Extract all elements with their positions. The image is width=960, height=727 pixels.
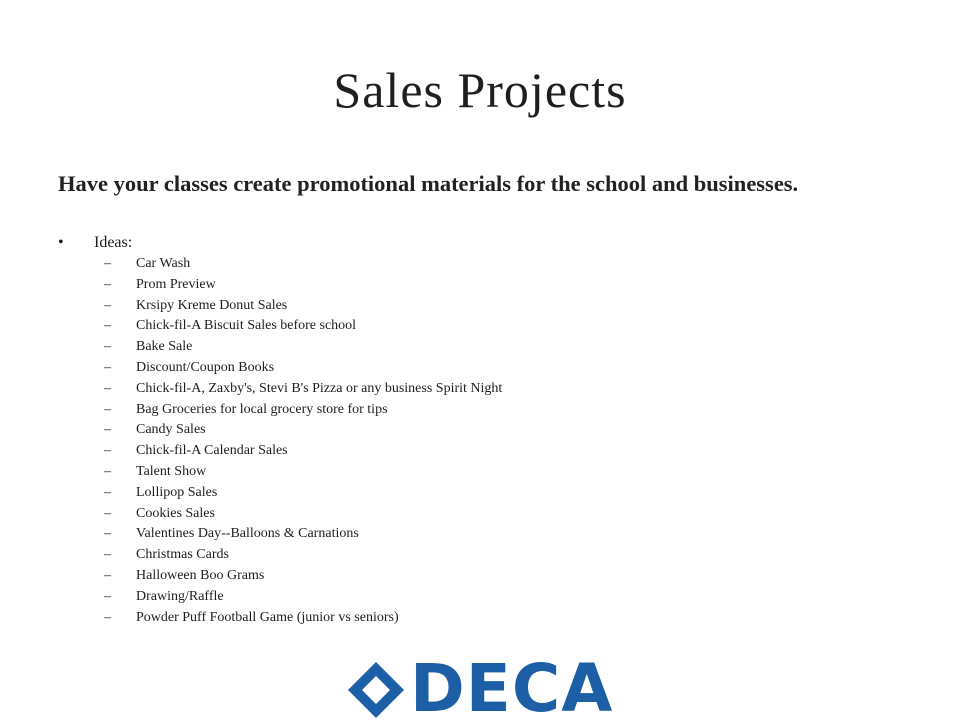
idea-text: Car Wash xyxy=(136,256,191,271)
dash-marker: – xyxy=(104,339,111,355)
idea-text: Prom Preview xyxy=(136,276,216,292)
idea-text: Chick-fil-A, Zaxby's, Stevi B's Pizza or any business Spirit Night xyxy=(136,380,503,396)
idea-text: Valentines Day--Balloons & Carnations xyxy=(136,526,359,542)
bullet-marker: • xyxy=(58,234,64,251)
dash-marker: – xyxy=(104,297,111,313)
dash-marker: – xyxy=(104,422,111,438)
dash-marker: – xyxy=(104,256,111,271)
lead-text: Have your classes create promotional materials for the school and businesses. xyxy=(58,171,799,196)
idea-text: Krsipy Kreme Donut Sales xyxy=(136,297,288,313)
slide-title: Sales Projects xyxy=(333,62,627,118)
idea-text: Candy Sales xyxy=(136,422,206,438)
dash-marker: – xyxy=(104,505,111,521)
idea-text: Lollipop Sales xyxy=(136,484,218,500)
dash-marker: – xyxy=(104,401,111,417)
deca-logo-text: DECA xyxy=(410,650,614,727)
dash-marker: – xyxy=(104,380,111,396)
idea-text: Chick-fil-A Calendar Sales xyxy=(136,443,288,459)
idea-text: Halloween Boo Grams xyxy=(136,567,265,583)
dash-marker: – xyxy=(104,359,111,375)
ideas-label: Ideas: xyxy=(94,234,133,251)
dash-marker: – xyxy=(104,526,111,542)
idea-text: Discount/Coupon Books xyxy=(136,359,275,375)
idea-text: Drawing/Raffle xyxy=(136,588,224,604)
dash-marker: – xyxy=(104,609,111,625)
dash-marker: – xyxy=(104,567,111,583)
deca-logo xyxy=(346,650,614,727)
idea-text: Christmas Cards xyxy=(136,547,229,563)
dash-marker: – xyxy=(104,443,111,459)
idea-text: Bake Sale xyxy=(136,339,193,355)
idea-text: Bag Groceries for local grocery store for tips xyxy=(136,401,388,417)
idea-text: Powder Puff Football Game (junior vs seniors) xyxy=(136,609,399,625)
dash-marker: – xyxy=(104,547,111,563)
dash-marker: – xyxy=(104,484,111,500)
idea-text: Talent Show xyxy=(136,463,207,479)
dash-marker: – xyxy=(104,276,111,292)
idea-text: Cookies Sales xyxy=(136,505,215,521)
dash-marker: – xyxy=(104,463,111,479)
dash-marker: – xyxy=(104,318,111,334)
dash-marker: – xyxy=(104,588,111,604)
deca-diamond-icon xyxy=(346,660,406,720)
idea-text: Chick-fil-A Biscuit Sales before school xyxy=(136,318,357,334)
